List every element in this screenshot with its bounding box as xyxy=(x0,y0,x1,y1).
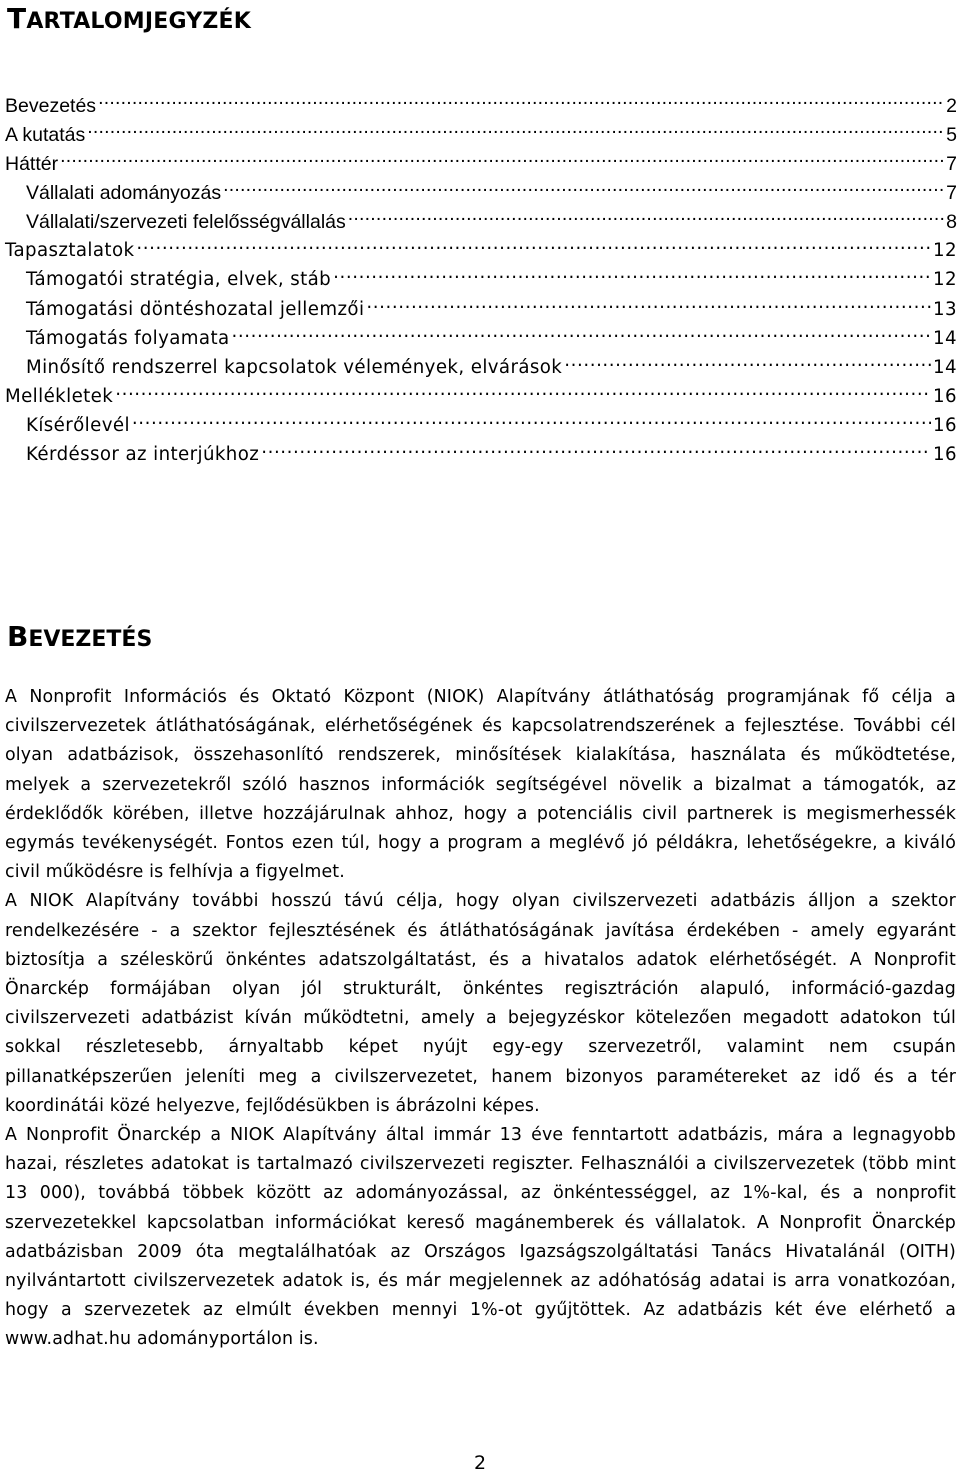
toc-entry-page: 14 xyxy=(933,356,957,378)
section-title-rest: EVEZETÉS xyxy=(28,627,153,652)
toc-entry-label: Bevezetés xyxy=(5,94,97,117)
toc-entry[interactable] xyxy=(5,180,957,209)
toc-entry-page: 8 xyxy=(946,211,957,234)
table-of-contents xyxy=(5,92,957,471)
toc-entry[interactable] xyxy=(5,92,957,121)
toc-entry-label: A kutatás xyxy=(5,123,86,146)
toc-entry[interactable] xyxy=(5,267,957,296)
page-number: 2 xyxy=(473,1452,487,1474)
toc-leader-dots xyxy=(564,355,931,373)
toc-entry-page: 7 xyxy=(946,152,957,175)
toc-entry-label: Támogatás folyamata xyxy=(26,327,230,349)
toc-entry-label: Háttér xyxy=(5,152,59,175)
toc-entry-page: 7 xyxy=(946,182,957,205)
section-body xyxy=(5,683,956,1355)
toc-leader-dots xyxy=(348,209,944,229)
toc-entry-page: 13 xyxy=(933,298,957,320)
toc-leader-dots xyxy=(223,180,944,200)
section-title xyxy=(7,620,152,653)
toc-entry[interactable] xyxy=(5,326,957,355)
toc-entry[interactable] xyxy=(5,413,957,442)
paragraph: A NIOK Alapítvány további hosszú távú célja, hogy olyan civilszervezeti adatbázis álljon a szektor rendelkezésére - a szektor fejlesztésének és átláthatóságának javítása érdekében - amely egyaránt biztosítja a széleskörű önkéntes adatszolgáltatást, és a hivatalos adatok elérhetőségét. A Nonprofit Önarckép formájában olyan jól strukturált, önkéntes regisztráción alapuló, információ-gazdag civilszervezeti adatbázist kíván működtetni, amely a bejegyzéskor kötelezően megadott adatokon túl sokkal részletesebb, árnyaltabb képet nyújt egy-egy szervezetről, valamint nem csupán pillanatképszerűen jeleníti meg a civilszervezetet, hanem bizonyos paramétereket az idő és a tér koordinátái közé helyezve, fejlődésükben is ábrázolni képes. xyxy=(5,891,956,1116)
toc-entry[interactable] xyxy=(5,121,957,150)
toc-entry[interactable] xyxy=(5,209,957,238)
paragraph: A Nonprofit Önarckép a NIOK Alapítvány által immár 13 éve fenntartott adatbázis, mára a legnagyobb hazai, részletes adatokat is tartalmazó civilszervezeti regiszter. Felhasználói a civilszervezetek (több mint 13 000), továbbá többek között az adományozással, az önkéntességgel, az 1%-kal, és a nonprofit szervezetekkel kapcsolatban információkat kereső magánemberek és vállalatok. A Nonprofit Önarckép adatbázisban 2009 óta megtalálhatóak az Országos Igazságszolgáltatási Tanács Hivatalánál (OITH) nyilvántartott civilszervezetek adatok is, és már megjelennek az adóhatóság adatai is arra vonatkozóan, hogy a szervezetek az elmúlt években mennyi 1%-ot gyűjtöttek. Az adatbázis két éve elérhető a www.adhat.hu adományportálon is. xyxy=(5,1125,956,1350)
toc-entry-label: Támogatói stratégia, elvek, stáb xyxy=(26,269,332,291)
toc-entry-label: Mellékletek xyxy=(5,386,114,408)
toc-leader-dots xyxy=(333,267,931,285)
toc-entry-page: 2 xyxy=(946,94,957,117)
toc-entry[interactable] xyxy=(5,384,957,413)
toc-entry-page: 16 xyxy=(933,415,957,437)
toc-entry-label: Minősítő rendszerrel kapcsolatok vélemények, elvárások xyxy=(26,356,563,378)
toc-title-rest: ARTALOMJEGYZÉK xyxy=(26,9,251,34)
toc-leader-dots xyxy=(136,238,931,256)
toc-entry[interactable] xyxy=(5,355,957,384)
toc-leader-dots xyxy=(232,326,932,344)
toc-entry-page: 16 xyxy=(933,386,957,408)
toc-entry-label: Kérdéssor az interjúkhoz xyxy=(26,444,260,466)
toc-entry[interactable] xyxy=(5,296,957,325)
toc-entry-label: Vállalati/szervezeti felelősségvállalás xyxy=(26,211,346,234)
toc-entry-label: Tapasztalatok xyxy=(5,240,135,262)
toc-leader-dots xyxy=(87,121,944,141)
toc-leader-dots xyxy=(60,150,944,170)
toc-entry-page: 12 xyxy=(933,240,957,262)
toc-entry[interactable] xyxy=(5,238,957,267)
toc-entry-page: 5 xyxy=(946,123,957,146)
toc-entry-page: 16 xyxy=(933,444,957,466)
toc-leader-dots xyxy=(366,296,931,314)
toc-entry-label: Támogatási döntéshozatal jellemzői xyxy=(26,298,365,320)
toc-leader-dots xyxy=(115,384,931,402)
toc-entry-label: Vállalati adományozás xyxy=(26,182,222,205)
toc-entry-label: Kísérőlevél xyxy=(26,415,130,437)
toc-title xyxy=(7,2,251,35)
toc-leader-dots xyxy=(132,413,931,431)
paragraph: A Nonprofit Információs és Oktató Központ (NIOK) Alapítvány átláthatóság programjának fő célja a civilszervezetek átláthatóságának, elérhetőségének és kapcsolatrendszerének a fejlesztése. További cél olyan adatbázisok, összehasonlító rendszerek, minősítések kialakítása, használata és működtetése, melyek a szervezetekről szóló hasznos információk segítségével növelik a bizalmat a támogatók, az érdeklődők körében, illetve hozzájárulnak ahhoz, hogy a potenciális civil partnerek is megismerhessék egymás tevékenységét. Fontos ezen túl, hogy a program a meglévő jó példákra, lehetőségekre, a kiváló civil működésre is felhívja a figyelmet. xyxy=(5,687,956,883)
toc-entry[interactable] xyxy=(5,442,957,471)
toc-entry-page: 12 xyxy=(933,269,957,291)
toc-leader-dots xyxy=(261,442,931,460)
toc-leader-dots xyxy=(98,92,944,112)
toc-title-initial: T xyxy=(7,2,27,35)
toc-entry-page: 14 xyxy=(933,327,957,349)
section-title-initial: B xyxy=(7,620,29,653)
toc-entry[interactable] xyxy=(5,150,957,179)
